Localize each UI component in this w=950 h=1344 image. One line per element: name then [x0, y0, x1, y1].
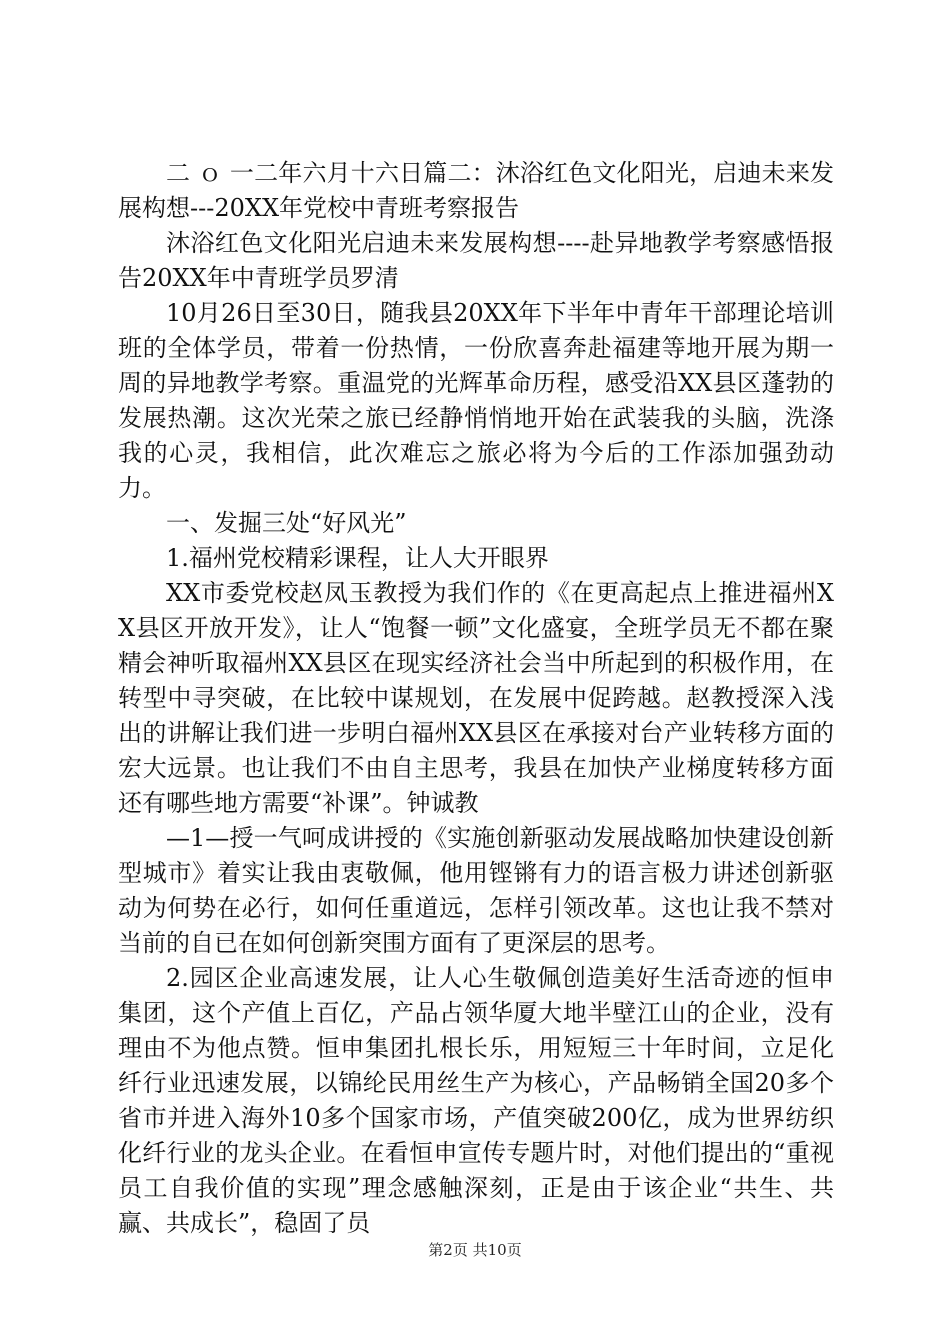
paragraph-enterprise: 2.园区企业高速发展，让人心生敬佩创造美好生活奇迹的恒申集团，这个产值上百亿，产品占领华厦大地半壁江山的企业，没有理由不为他点赞。恒申集团扎根长乐，用短短三十年时间，立足化纤行业迅速发展，以锦纶民用丝生产为核心，产品畅销全国20多个省市并进入海外10多个国家市场，产值突破200亿，成为世界纺织化纤行业的龙头企业。在看恒申宣传专题片时，对他们提出的“重视员工自我价值的实现”理念感触深刻，正是由于该企业“共生、共赢、共成长”，稳固了员 — [118, 964, 834, 1237]
subsection-heading-1: 1.福州党校精彩课程，让人大开眼界 — [166, 544, 549, 572]
paragraph-innovation-course: —1—授一气呵成讲授的《实施创新驱动发展战略加快建设创新型城市》着实让我由衷敬佩，他用铿锵有力的语言极力讲述创新驱动为何势在必行，如何任重道远，怎样引领改革。这也让我不禁对当前的自已在如何创新突围方面有了更深层的思考。 — [118, 824, 834, 957]
section-heading: 一、发掘三处“好风光” — [166, 509, 407, 537]
page-footer: 第2页 共10页 — [428, 1241, 522, 1259]
paragraph-fuzhou-course: XX市委党校赵凤玉教授为我们作的《在更高起点上推进福州XX县区开放开发》，让人“饱餐一顿”文化盛宴，全班学员无不都在聚精会神听取福州XX县区在现实经济社会当中所起到的积极作用，在转型中寻突破，在比较中谋规划，在发展中促跨越。赵教授深入浅出的讲解让我们进一步明白福州XX县区在承接对台产业转移方面的宏大远景。也让我们不由自主思考，我县在加快产业梯度转移方面还有哪些地方需要“补课”。钟诚教 — [118, 579, 834, 817]
document-body — [118, 156, 834, 1241]
paragraph-overview: 10月26日至30日，随我县20XX年下半年中青年干部理论培训班的全体学员，带着一份热情，一份欣喜奔赴福建等地开展为期一周的异地教学考察。重温党的光辉革命历程，感受沿XX县区蓬勃的发展热潮。这次光荣之旅已经静悄悄地开始在武装我的头脑，洗涤我的心灵，我相信，此次难忘之旅必将为今后的工作添加强劲动力。 — [118, 299, 834, 502]
paragraph-intro-title: 二 ｏ 一二年六月十六日篇二：沐浴红色文化阳光，启迪未来发展构想---20XX年党校中青班考察报告 — [118, 159, 834, 222]
paragraph-report-title: 沐浴红色文化阳光启迪未来发展构想----赴异地教学考察感悟报告20XX年中青班学员罗清 — [118, 229, 834, 292]
